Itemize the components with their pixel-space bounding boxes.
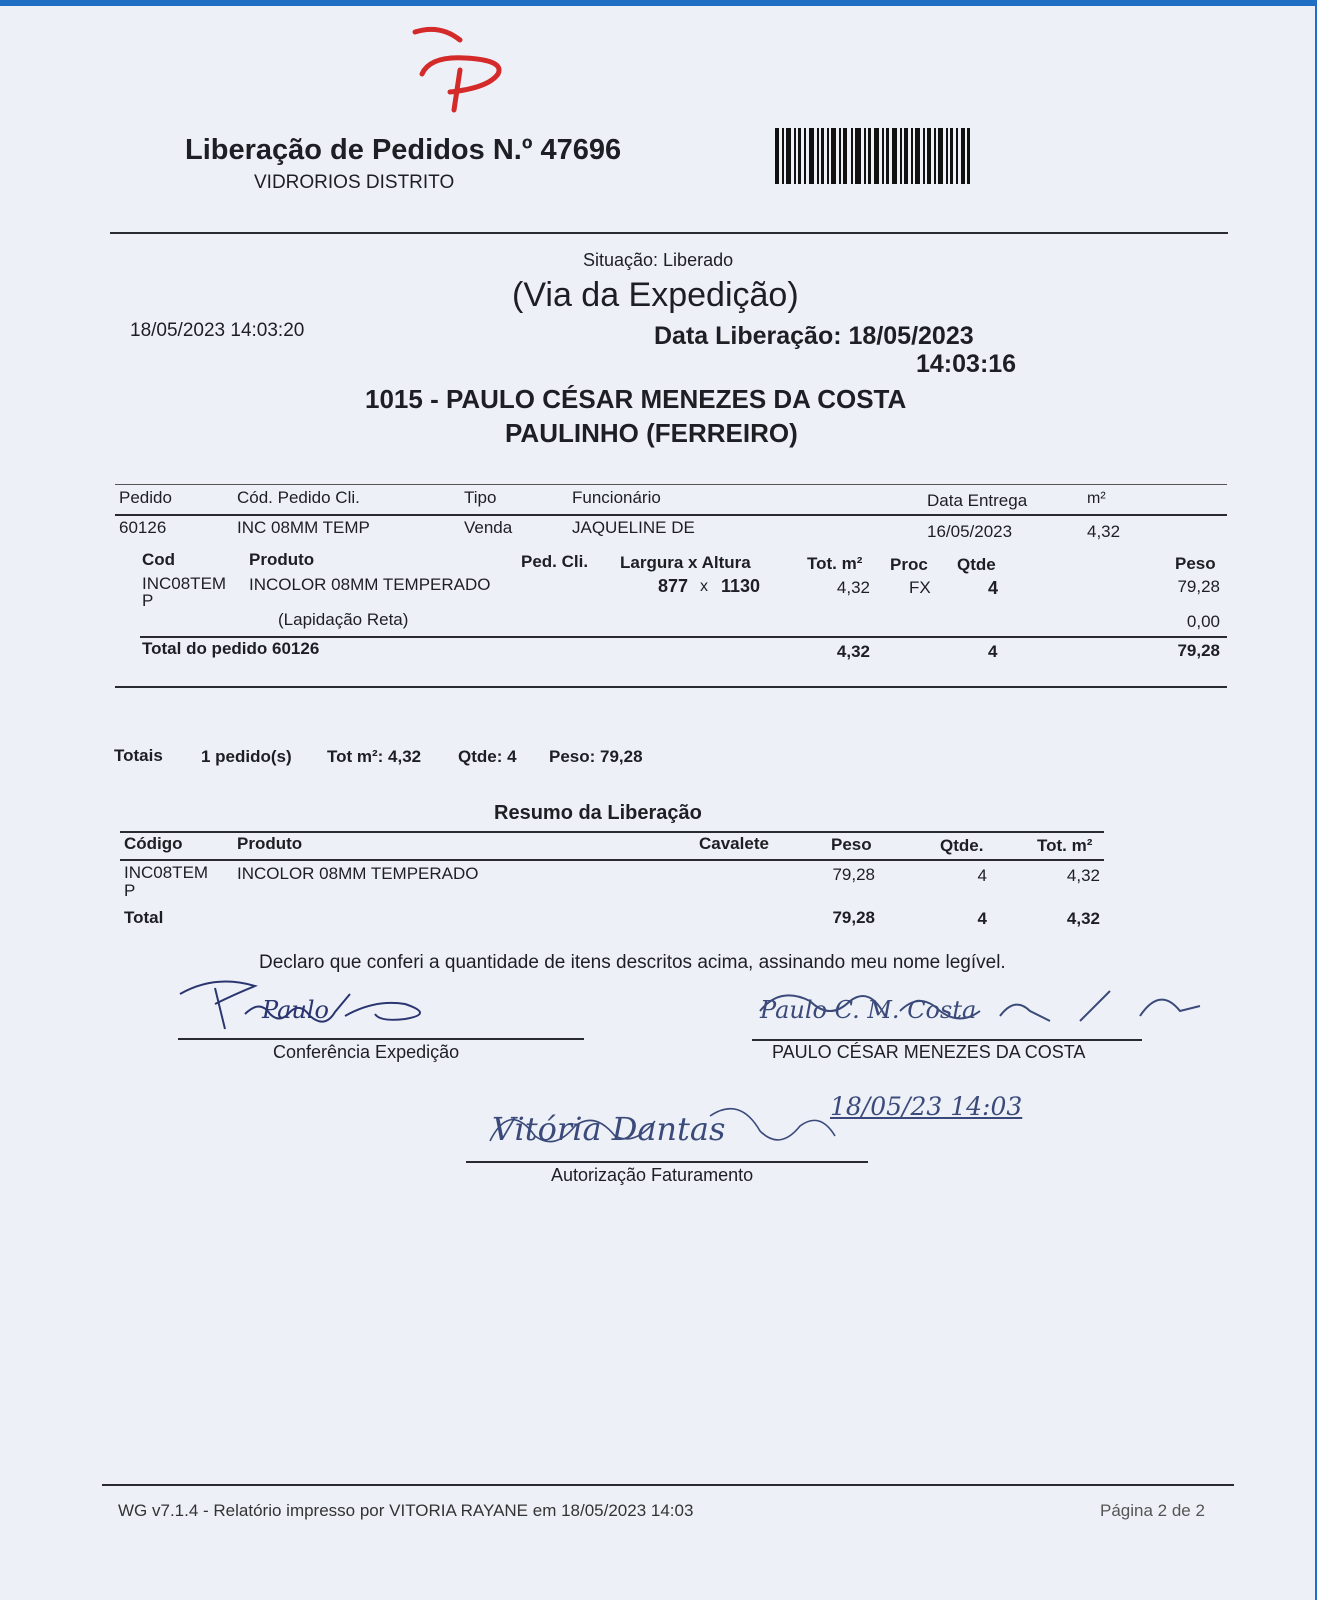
summary-row-code-line1: INC08TEM [124,863,209,882]
totals-m2: Tot m²: 4,32 [327,747,422,766]
col-header-tipo: Tipo [464,488,497,507]
item-process-note: (Lapidação Reta) [278,610,409,629]
client-name: 1015 - PAULO CÉSAR MENEZES DA COSTA [365,384,907,414]
totals-qtde: Qtde: 4 [458,747,517,766]
copy-type: (Via da Expedição) [512,276,799,314]
item-header-peso: Peso [1175,554,1216,573]
footer-divider [102,1484,1234,1486]
item-tot-m2: 4,32 [836,578,870,597]
summary-header-qtde: Qtde. [940,836,984,855]
footer-print-info: WG v7.1.4 - Relatório impresso por VITORIA RAYANE em 18/05/2023 14:03 [118,1501,694,1520]
totals-label: Totais [114,746,163,765]
signature-line-conference [178,1038,584,1040]
order-number: 60126 [119,518,167,537]
summary-header-tot-m2: Tot. m² [1037,836,1093,855]
order-header-divider [115,514,1227,516]
order-total-peso: 79,28 [1177,641,1220,660]
order-total-m2: 4,32 [836,642,870,661]
summary-row-qtde: 4 [977,866,987,885]
order-client-code: INC 08MM TEMP [237,518,370,537]
release-time: 14:03:16 [916,350,1017,378]
order-employee: JAQUELINE DE [572,518,695,537]
summary-title: Resumo da Liberação [494,802,702,824]
item-header-produto: Produto [249,550,315,569]
signature-line-authorization [466,1161,868,1163]
item-peso: 79,28 [1177,577,1220,596]
item-times-sign: x [700,578,708,595]
signature-line-client [752,1039,1142,1041]
signature-conference: Paulo [262,996,329,1024]
order-total-label: Total do pedido 60126 [142,639,320,658]
totals-peso: Peso: 79,28 [549,747,643,766]
order-m2: 4,32 [1087,522,1121,541]
summary-row-product: INCOLOR 08MM TEMPERADO [237,864,479,883]
conference-label: Conferência Expedição [273,1042,460,1062]
status-text: Situação: Liberado [583,250,734,270]
summary-total-label: Total [124,908,164,927]
col-header-pedido: Pedido [119,488,172,507]
item-code-line2: P [142,591,154,610]
summary-row-tot-m2: 4,32 [1066,866,1100,885]
red-check-mark [410,26,520,126]
summary-total-peso: 79,28 [832,908,875,927]
handwritten-date: 18/05/23 14:03 [830,1092,1023,1121]
summary-header-cavalete: Cavalete [699,834,769,853]
item-code-line1: INC08TEM [142,574,227,593]
summary-total-tot-m2: 4,32 [1066,909,1100,928]
document-page [0,6,1315,1600]
print-datetime: 18/05/2023 14:03:20 [130,320,305,341]
order-type: Venda [464,518,513,537]
footer-page-number: Página 2 de 2 [1100,1501,1205,1520]
client-signature-label: PAULO CÉSAR MENEZES DA COSTA [772,1042,1086,1062]
summary-header-codigo: Código [124,834,183,853]
item-header-cod: Cod [142,550,176,569]
item-header-qtde: Qtde [957,555,996,574]
item-width: 877 [657,576,688,596]
summary-header-produto: Produto [237,834,303,853]
authorization-label: Autorização Faturamento [551,1165,754,1185]
company-name: VIDRORIOS DISTRITO [254,172,455,193]
col-header-cod-pedido-cli: Cód. Pedido Cli. [237,488,360,507]
signature-authorization: Vitória Dantas [492,1110,726,1148]
summary-row-peso: 79,28 [832,865,875,884]
item-height: 1130 [721,576,761,596]
col-header-data-entrega: Data Entrega [927,491,1028,510]
order-table-bottom-line [115,686,1227,688]
summary-total-qtde: 4 [977,909,987,928]
summary-header-divider [120,859,1104,861]
item-proc: FX [909,578,931,597]
header-divider [110,232,1228,234]
item-header-largura-altura: Largura x Altura [620,553,751,572]
totals-orders: 1 pedido(s) [201,747,292,766]
order-table-top-line [115,484,1227,485]
item-qtde: 4 [988,578,999,598]
item-header-proc: Proc [890,555,928,574]
release-date: Data Liberação: 18/05/2023 [654,322,974,350]
item-header-tot-m2: Tot. m² [807,554,863,573]
order-total-divider [140,636,1227,638]
client-nickname: PAULINHO (FERREIRO) [505,418,798,448]
barcode-icon [775,128,971,184]
order-delivery-date: 16/05/2023 [927,522,1013,541]
item-header-ped-cli: Ped. Cli. [521,552,589,571]
col-header-funcionario: Funcionário [572,488,661,507]
order-total-qtde: 4 [988,642,998,661]
summary-header-peso: Peso [831,835,872,854]
declaration-text: Declaro que conferi a quantidade de itens descritos acima, assinando meu nome legível. [259,952,1006,973]
signature-client: Paulo C. M. Costa [760,996,977,1024]
col-header-m2: m² [1087,490,1106,507]
item-process-peso: 0,00 [1186,612,1220,631]
summary-row-code-line2: P [124,881,136,900]
item-product: INCOLOR 08MM TEMPERADO [249,575,491,594]
document-title: Liberação de Pedidos N.º 47696 [185,134,622,166]
summary-top-line [120,831,1104,833]
